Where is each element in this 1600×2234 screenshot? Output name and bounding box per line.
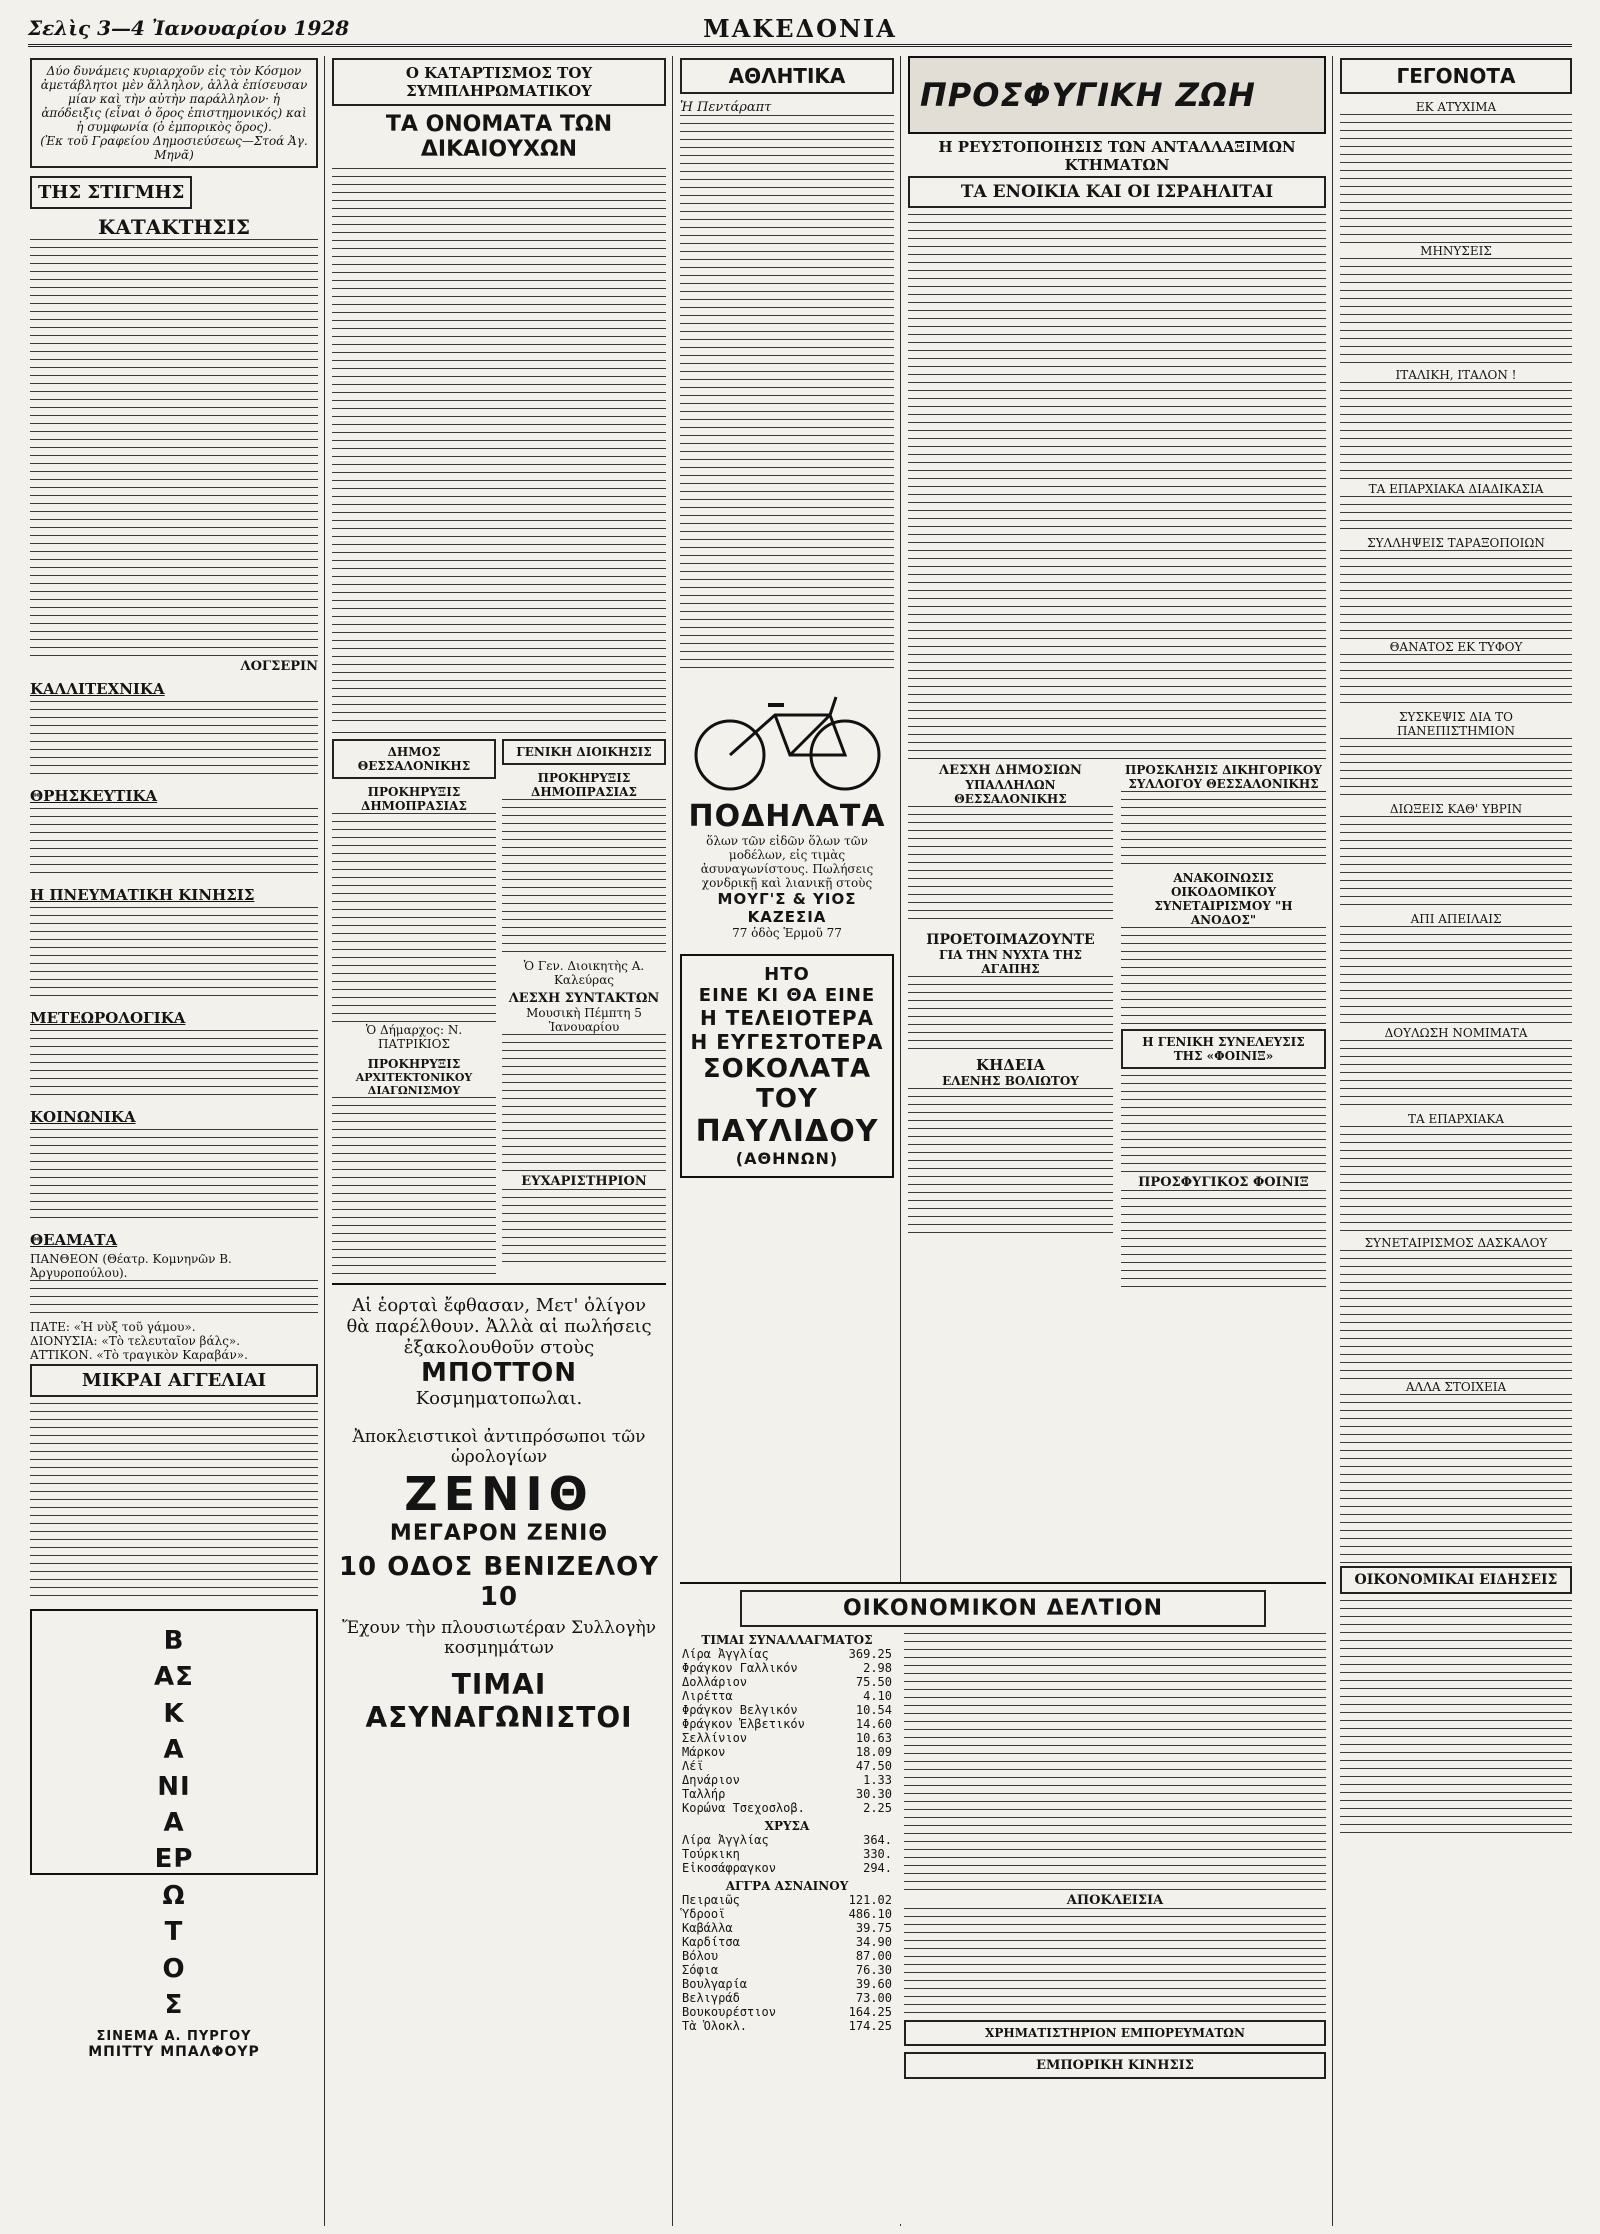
event-heading: ΣΥΣΚΕΨΙΣ ΔΙΑ ΤΟ ΠΑΝΕΠΙΣΤΗΜΙΟΝ — [1397, 710, 1515, 738]
rate-value: 87.00 — [855, 1949, 892, 1963]
event-heading: ΙΤΑΛΙΚΗ, ΙΤΑΛΟΝ ! — [1395, 368, 1517, 382]
ad-brand: ΖΕΝΙΘ — [404, 1467, 594, 1521]
rate-row — [680, 1801, 894, 1815]
notice-subtitle: ΠΡΟΚΗΡΥΞΙΣ ΔΗΜΟΠΡΑΣΙΑΣ — [531, 771, 637, 799]
grain-table — [680, 1893, 894, 2033]
rate-value: 30.30 — [855, 1787, 892, 1801]
event-text — [1340, 926, 1572, 1026]
article-title: Η ΡΕΥΣΤΟΠΟΙΗΣΙΣ ΤΩΝ ΑΝΤΑΛΛΑΞΙΜΩΝ ΚΤΗΜΑΤΩΝ — [938, 138, 1296, 174]
funeral-name: ΕΛΕΝΗΣ ΒΟΛΙΩΤΟΥ — [942, 1074, 1079, 1088]
notice-text — [332, 813, 496, 1023]
rate-row — [680, 1647, 894, 1661]
sports-text — [680, 115, 894, 675]
rate-value: 486.10 — [848, 1907, 892, 1921]
small-ads-title: ΜΙΚΡΑΙ ΑΓΓΕΛΙΑΙ — [30, 1364, 318, 1397]
rate-label: Σόφια — [682, 1963, 719, 1977]
article-kicker: Ο ΚΑΤΑΡΤΙΣΜΟΣ ΤΟΥ ΣΥΜΠΛΗΡΩΜΑΤΙΚΟΥ — [332, 58, 666, 106]
bike-ad-text: ὅλων τῶν εἰδῶν ὅλων τῶν μοδέλων, εἰς τιμὰς ἀσυναγωνίστους. Πωλήσεις χονδρικῇ καὶ λιανικῇ στοὺς — [700, 834, 874, 890]
rate-row — [680, 1745, 894, 1759]
section-heading: ΘΕΑΜΑΤΑ — [30, 1231, 118, 1249]
section-heading: ΚΟΙΝΩΝΙΚΑ — [30, 1108, 136, 1126]
fx-title: ΤΙΜΑΙ ΣΥΝΑΛΛΑΓΜΑΤΟΣ — [701, 1633, 873, 1647]
bulletin-title: ΟΙΚΟΝΟΜΙΚΟΝ ΔΕΛΤΙΟΝ — [740, 1590, 1266, 1627]
rate-row — [680, 1703, 894, 1717]
notice-title: Η ΓΕΝΙΚΗ ΣΥΝΕΛΕΥΣΙΣ ΤΗΣ «ΦΟΙΝΙΞ» — [1121, 1029, 1326, 1069]
column-2 — [332, 56, 666, 2226]
municipal-notice — [332, 737, 496, 1277]
grain-title: ΑΓΓΡΑ ΑΣΝΑΙΝΟΥ — [725, 1879, 849, 1893]
ad-brand: ΜΠΟΤΤΟΝ — [420, 1358, 578, 1388]
rate-row — [680, 1949, 894, 1963]
event-text — [1340, 654, 1572, 710]
thanks-text — [502, 1189, 666, 1269]
rate-label: Κορώνα Τσεχοσλοβ. — [682, 1801, 805, 1815]
column-rule — [1332, 56, 1333, 2226]
column-5 — [1340, 56, 1572, 2226]
rate-label: Τούρκικη — [682, 1847, 740, 1861]
rate-label: Ταλλήρ — [682, 1787, 726, 1801]
sports-subtitle: Ἡ Πεντάραπτ — [680, 100, 772, 115]
event-heading: ΣΥΛΛΗΨΕΙΣ ΤΑΡΑΞΟΠΟΙΩΝ — [1367, 536, 1545, 550]
events-title: ΓΕΓΟΝΟΤΑ — [1340, 58, 1572, 94]
funeral-title: ΚΗΔΕΙΑ — [976, 1056, 1045, 1074]
notice-text — [502, 799, 666, 959]
rate-row — [680, 1935, 894, 1949]
funeral-text — [908, 1088, 1113, 1238]
rate-row — [680, 1773, 894, 1787]
rate-row — [680, 1717, 894, 1731]
notice-signature: Ὁ Γεν. Διοικητὴς Α. Καλεύρας — [523, 959, 645, 987]
text-block — [30, 907, 318, 1003]
rate-label: Ὑδροοϊ — [682, 1907, 726, 1921]
event-text — [1340, 1126, 1572, 1236]
event-text — [1340, 114, 1572, 244]
notice-title: ΓΕΝΙΚΗ ΔΙΟΙΚΗΣΙΣ — [502, 739, 666, 765]
cinema-ad — [30, 1609, 318, 2061]
rate-label: Βουκουρέστιον — [682, 2005, 776, 2019]
choc-city: (ΑΘΗΝΩΝ) — [735, 1149, 839, 1168]
notice-title: ΔΗΜΟΣ ΘΕΣΣΑΛΟΝΙΚΗΣ — [332, 739, 496, 779]
theatre-item: ΠΑΝΘΕΟΝ (Θέατρ. Κομνηνῶν Β. Ἀργυροπούλου). — [30, 1252, 232, 1280]
econ-news-title: ΟΙΚΟΝΟΜΙΚΑΙ ΕΙΔΗΣΕΙΣ — [1340, 1566, 1572, 1594]
rate-row — [680, 1661, 894, 1675]
notice-source: (Ἐκ τοῦ Γραφείου Δημοσιεύσεως—Στοά Ἀγ. Μηνᾶ) — [40, 134, 308, 162]
rate-label: Λέϊ — [682, 1759, 704, 1773]
sports-title: ΑΘΛΗΤΙΚΑ — [680, 58, 894, 94]
rate-value: 75.50 — [855, 1675, 892, 1689]
rate-value: 330. — [863, 1847, 892, 1861]
choc-line: ΣΟΚΟΛΑΤΑ ΤΟΥ — [702, 1054, 872, 1114]
notice-text — [332, 1097, 496, 1277]
market-heading: ΑΠΟΚΛΕΙΣΙΑ — [1066, 1893, 1164, 1908]
gold-title: ΧΡΥΣΑ — [764, 1819, 810, 1833]
rate-value: 14.60 — [855, 1717, 892, 1731]
article-title: ΤΑ ΟΝΟΜΑΤΑ ΤΩΝ ΔΙΚΑΙΟΥΧΩΝ — [385, 112, 613, 162]
theatre-listing — [30, 1252, 318, 1362]
bicycle-illustration — [680, 675, 894, 795]
event-text — [1340, 550, 1572, 640]
event-text — [1340, 382, 1572, 482]
event-heading: ΜΗΝΥΣΕΙΣ — [1420, 244, 1492, 258]
article-title: ΚΑΤΑΚΤΗΣΙΣ — [97, 215, 251, 239]
rate-row — [680, 2005, 894, 2019]
rate-value: 174.25 — [848, 2019, 892, 2033]
text-block — [30, 1280, 318, 1320]
notice-text — [908, 806, 1113, 926]
event-heading: ΔΙΩΞΕΙΣ ΚΑΘ' ΥΒΡΙΝ — [1389, 802, 1523, 816]
notice-title: ΠΡΟΣΦΥΓΙΚΟΣ ΦΟΙΝΙΞ — [1138, 1175, 1309, 1190]
event-text — [1340, 816, 1572, 912]
column-1 — [30, 56, 318, 2226]
rate-value: 294. — [863, 1861, 892, 1875]
article-subtitle: ΤΑ ΕΝΟΙΚΙΑ ΚΑΙ ΟΙ ΙΣΡΑΗΛΙΤΑΙ — [908, 176, 1326, 208]
rate-row — [680, 1963, 894, 1977]
theatre-item: ΠΑΤΕ: «Ἡ νὺξ τοῦ γάμου». — [30, 1320, 196, 1334]
rate-label: Μάρκον — [682, 1745, 726, 1759]
rate-value: 47.50 — [855, 1759, 892, 1773]
theatre-item: ΔΙΟΝΥΣΙΑ: «Τὸ τελευταῖον βάλς». — [30, 1334, 241, 1348]
rate-value: 34.90 — [855, 1935, 892, 1949]
rate-row — [680, 1675, 894, 1689]
ad-text: Ἔχουν τὴν πλουσιωτέραν Συλλογὴν κοσμημάτων — [342, 1618, 656, 1658]
rate-label: Λίρα Ἀγγλίας — [682, 1833, 769, 1847]
event-heading: ΑΛΛΑ ΣΤΟΙΧΕΙΑ — [1405, 1380, 1507, 1394]
rate-value: 39.75 — [855, 1921, 892, 1935]
market-column — [904, 1633, 1326, 2085]
ad-text: Κοσμηματοπωλαι. — [415, 1388, 583, 1409]
notice-box — [30, 58, 318, 168]
rate-label: Βόλου — [682, 1949, 719, 1963]
choc-brand: ΠΑΥΛΙΔΟΥ — [695, 1114, 879, 1149]
notice-text — [908, 976, 1113, 1056]
masthead — [28, 14, 1572, 47]
rate-value: 1.33 — [863, 1773, 892, 1787]
rate-row — [680, 1977, 894, 1991]
rate-value: 4.10 — [863, 1689, 892, 1703]
program-text — [502, 1034, 666, 1174]
theatre-item: ΑΤΤΙΚΟΝ. «Τὸ τραγικὸν Καραβάν». — [30, 1348, 248, 1362]
rates-column — [680, 1633, 894, 2085]
event-text — [1340, 738, 1572, 802]
rate-row — [680, 1991, 894, 2005]
notice-subtitle: ΓΙΑ ΤΗΝ ΝΥΧΤΑ ΤΗΣ ΑΓΑΠΗΣ — [938, 948, 1083, 976]
rate-row — [680, 1921, 894, 1935]
market-text — [904, 1908, 1326, 2018]
rate-row — [680, 2019, 894, 2033]
event-heading: ΤΑ ΕΠΑΡΧΙΑΚΑ ΔΙΑΔΙΚΑΣΙΑ — [1368, 482, 1544, 496]
ad-star: ΜΠΙΤΤΥ ΜΠΑΛΦΟΥΡ — [88, 2044, 260, 2061]
divider — [908, 758, 1326, 759]
rate-row — [680, 1759, 894, 1773]
rate-value: 2.25 — [863, 1801, 892, 1815]
section-heading: Η ΠΝΕΥΜΑΤΙΚΗ ΚΙΝΗΣΙΣ — [30, 886, 255, 904]
rate-value: 164.25 — [848, 2005, 892, 2019]
event-text — [1340, 1250, 1572, 1380]
banner-text: ΠΡΟΣΦΥΓΙΚΗ ΖΩΗ — [920, 76, 1256, 114]
notice-title: ΛΕΣΧΗ ΔΗΜΟΣΙΩΝ — [939, 763, 1082, 778]
section-title: ΤΗΣ ΣΤΙΓΜΗΣ — [30, 176, 192, 209]
ad-cinema: ΣΙΝΕΜΑ Α. ΠΥΡΓΟΥ — [96, 2029, 252, 2045]
column-3 — [680, 56, 894, 1576]
rate-row — [680, 1731, 894, 1745]
notices-grid — [908, 763, 1326, 1290]
rate-label: Λιρέττα — [682, 1689, 733, 1703]
gold-table — [680, 1833, 894, 1875]
rate-label: Πειραιῶς — [682, 1893, 740, 1907]
notice-text — [1121, 791, 1326, 871]
move-title: ΕΜΠΟΡΙΚΗ ΚΙΝΗΣΙΣ — [904, 2052, 1326, 2079]
rate-label: Εἰκοσάφραγκον — [682, 1861, 776, 1875]
rate-label: Βουλγαρία — [682, 1977, 748, 1991]
divider — [332, 732, 666, 733]
notice-text — [1121, 1190, 1326, 1290]
notice-title: ΠΡΟΚΗΡΥΞΙΣ — [367, 1057, 461, 1071]
bike-ad-address: 77 ὁδὸς Ἑρμοῦ 77 — [732, 926, 842, 940]
notice-signature: Ὁ Δήμαρχος: Ν. ΠΑΤΡΙΚΙΟΣ — [365, 1023, 463, 1051]
rate-value: 364. — [863, 1833, 892, 1847]
market-text — [904, 1633, 1326, 1893]
choc-line: Η ΤΕΛΕΙΟΤΕΡΑ — [699, 1006, 875, 1030]
rate-value: 73.00 — [855, 1991, 892, 2005]
economic-bulletin — [680, 1582, 1326, 2224]
econ-news-text — [1340, 1600, 1572, 1840]
signature: ΛΟΓΣΕΡΙΝ — [240, 659, 318, 674]
zenith-ad — [332, 1421, 666, 1740]
text-block — [30, 808, 318, 880]
text-block — [30, 701, 318, 781]
event-heading: ΤΑ ΕΠΑΡΧΙΑΚΑ — [1407, 1112, 1505, 1126]
rate-label: Φράγκον Γαλλικόν — [682, 1661, 798, 1675]
ad-text: Αἱ ἑορταὶ ἔφθασαν, Μετ' ὀλίγον θὰ παρέλθουν. Ἀλλὰ αἱ πωλήσεις ἐξακολουθοῦν στοὺς — [346, 1295, 652, 1358]
column-rule — [324, 56, 325, 2226]
names-list-text — [332, 168, 666, 728]
rate-row — [680, 1847, 894, 1861]
event-heading: ΣΥΝΕΤΑΙΡΙΣΜΟΣ ΔΑΣΚΑΛΟΥ — [1364, 1236, 1548, 1250]
column-rule — [672, 56, 673, 2226]
rate-label: Βελιγράδ — [682, 1991, 740, 2005]
rate-label: Λίρα Ἀγγλίας — [682, 1647, 769, 1661]
choc-line: ΗΤΟ — [764, 964, 810, 985]
notice-text — [1121, 1075, 1326, 1175]
event-heading: ΔΟΥΛΩΣΗ ΝΟΜΙΜΑΤΑ — [1384, 1026, 1528, 1040]
rate-label: Καρδίτσα — [682, 1935, 740, 1949]
ad-intro: Ἀποκλειστικοὶ ἀντιπρόσωποι τῶν ὡρολογίων — [352, 1427, 646, 1467]
notice-subtitle: ΠΡΟΚΗΡΥΞΙΣ ΔΗΜΟΠΡΑΣΙΑΣ — [361, 785, 467, 813]
fx-table — [680, 1647, 894, 1815]
trade-title: ΧΡΗΜΑΤΙΣΤΗΡΙΟΝ ΕΜΠΟΡΕΥΜΑΤΩΝ — [904, 2020, 1326, 2046]
section-heading: ΜΕΤΕΩΡΟΛΟΓΙΚΑ — [30, 1009, 186, 1027]
event-heading: ΘΑΝΑΤΟΣ ΕΚ ΤΥΦΟΥ — [1389, 640, 1523, 654]
choc-line: ΕΙΝΕ ΚΙ ΘΑ ΕΙΝΕ — [698, 985, 876, 1006]
rate-row — [680, 1787, 894, 1801]
rate-value: 2.98 — [863, 1661, 892, 1675]
bike-ad-shop: ΜΟΥΓ'Σ & ΥΙΟΣ ΚΑΖΕΣΙΑ — [717, 890, 857, 926]
thanks-title: ΕΥΧΑΡΙΣΤΗΡΙΟΝ — [521, 1174, 647, 1189]
rate-label: Δολλάριον — [682, 1675, 748, 1689]
rate-value: 10.54 — [855, 1703, 892, 1717]
rate-label: Καβάλλα — [682, 1921, 733, 1935]
notice-subtitle: ΥΠΑΛΛΗΛΩΝ ΘΕΣΣΑΛΟΝΙΚΗΣ — [954, 778, 1067, 806]
text-block — [30, 1030, 318, 1102]
admin-notice — [502, 737, 666, 1277]
article-text — [30, 239, 318, 659]
rate-row — [680, 1689, 894, 1703]
rate-value: 121.02 — [848, 1893, 892, 1907]
rate-label: Δηνάριον — [682, 1773, 740, 1787]
masthead-date: Σελὶς 3—4 Ἰανουαρίου 1928 — [28, 16, 350, 40]
text-block — [30, 1129, 318, 1225]
rate-label: Σελλίνιον — [682, 1731, 748, 1745]
section-heading: ΘΡΗΣΚΕΥΤΙΚΑ — [30, 787, 158, 805]
rate-value: 10.63 — [855, 1731, 892, 1745]
botton-ad — [332, 1283, 666, 1415]
rate-value: 18.09 — [855, 1745, 892, 1759]
rate-label: Φράγκον Ἑλβετικόν — [682, 1717, 805, 1731]
article-text — [908, 214, 1326, 754]
notice-subtitle: ΑΡΧΙΤΕΚΤΟΝΙΚΟΥ ΔΙΑΓΩΝΙΣΜΟΥ — [355, 1071, 473, 1097]
notice-text: Δύο δυνάμεις κυριαρχοῦν εἰς τὸν Κόσμον ἀμετάβλητοι μὲν ἄλληλον, ἀλλὰ ἐπίσευσαν μίαν καὶ τὴν αὐτὴν παράλληλον· ἡ ἀπόδειξις (εἶναι ὁ ὅρος ἐπιστημονικός) καὶ ἡ συμφωνία (ὁ ἐμπορικὸς ὅρος). — [40, 64, 308, 134]
event-text — [1340, 1040, 1572, 1112]
event-heading: ΑΠΙ ΑΠΕΙΛΑΙΣ — [1410, 912, 1502, 926]
section-heading: ΚΑΛΛΙΤΕΧΝΙΚΑ — [30, 680, 165, 698]
rate-label: Φράγκον Βελγικόν — [682, 1703, 798, 1717]
refugee-banner — [908, 56, 1326, 134]
rate-row — [680, 1833, 894, 1847]
rate-value: 369.25 — [848, 1647, 892, 1661]
bike-ad-title: ΠΟΔΗΛΑΤΑ — [688, 799, 886, 834]
rate-label: Τὰ Ὁλοκλ. — [682, 2019, 748, 2033]
rate-row — [680, 1893, 894, 1907]
ad-price: ΤΙΜΑΙ ΑΣΥΝΑΓΩΝΙΣΤΟΙ — [365, 1668, 633, 1734]
event-text — [1340, 1394, 1572, 1564]
event-text — [1340, 258, 1572, 368]
ad-title: ΒΑΣΚΑΝΙΑ ΕΡΩΤΟΣ — [154, 1626, 194, 2020]
small-ads-text — [30, 1403, 318, 1603]
rate-row — [680, 1907, 894, 1921]
rate-value: 39.60 — [855, 1977, 892, 1991]
notice-title: ΠΡΟΕΤΟΙΜΑΖΟΥΝΤΕ — [926, 932, 1095, 948]
chocolate-ad — [680, 954, 894, 1178]
notice-title: ΠΡΟΣΚΛΗΣΙΣ ΔΙΚΗΓΟΡΙΚΟΥ ΣΥΛΛΟΓΟΥ ΘΕΣΣΑΛΟΝΙΚΗΣ — [1125, 763, 1322, 791]
ad-address: 10 ΟΔΟΣ ΒΕΝΙΖΕΛΟΥ 10 — [338, 1552, 660, 1612]
event-text — [1340, 496, 1572, 536]
notice-title: ΑΝΑΚΟΙΝΩΣΙΣ ΟΙΚΟΔΟΜΙΚΟΥ ΣΥΝΕΤΑΙΡΙΣΜΟΥ "Η ΑΝΟΔΟΣ" — [1154, 871, 1293, 927]
notice-text — [1121, 927, 1326, 1027]
rate-row — [680, 1861, 894, 1875]
choc-line: Η ΕΥΓΕΣΤΟΤΕΡΑ — [690, 1030, 884, 1054]
ad-hall: ΜΕΓΑΡΟΝ ΖΕΝΙΘ — [389, 1521, 609, 1546]
club-subtitle: Μουσικὴ Πέμπτη 5 Ἰανουαρίου — [526, 1006, 642, 1034]
rate-value: 76.30 — [855, 1963, 892, 1977]
masthead-title: ΜΑΚΕΔΟΝΙΑ — [703, 14, 897, 43]
event-heading: ΕΚ ΑΤΥΧΙΜΑ — [1415, 100, 1497, 114]
club-title: ΛΕΣΧΗ ΣΥΝΤΑΚΤΩΝ — [508, 991, 660, 1006]
